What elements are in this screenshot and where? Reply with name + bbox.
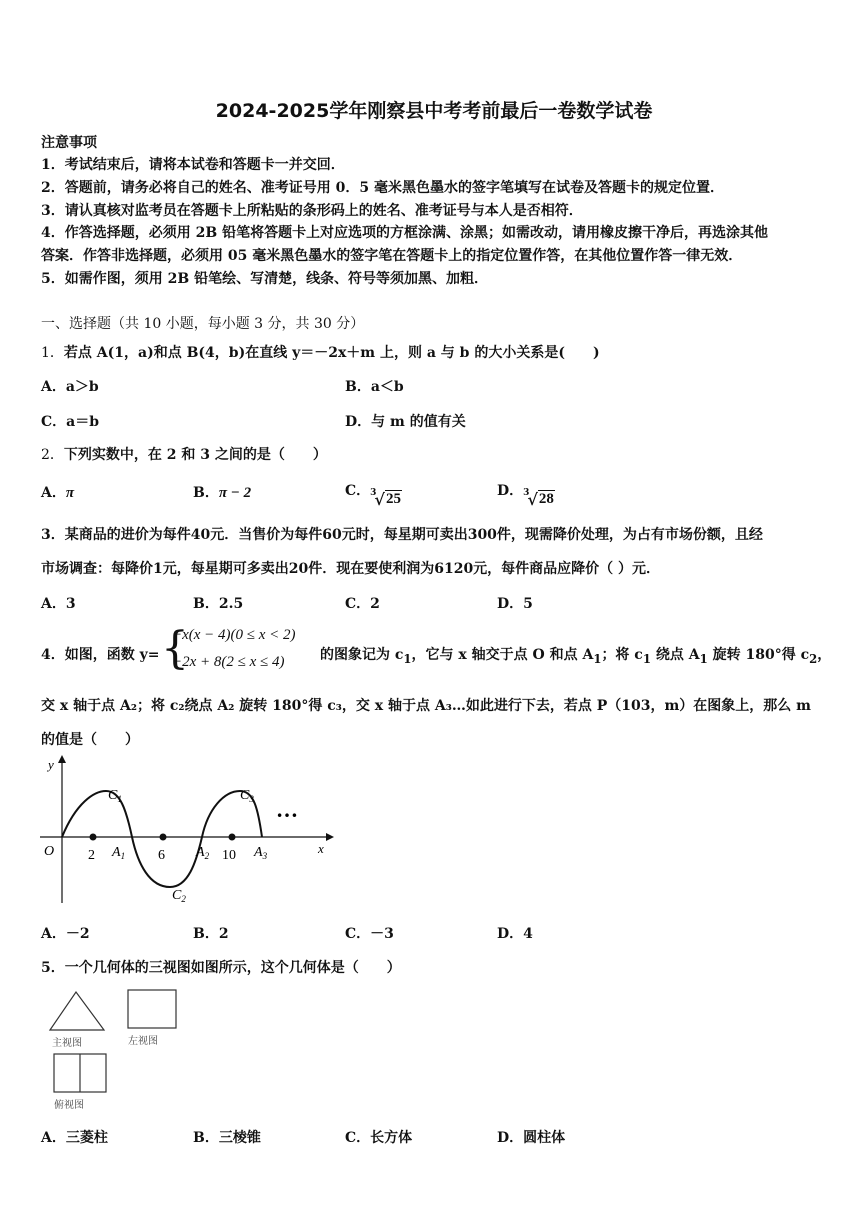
tick-label-6: 6	[158, 848, 165, 863]
q2-option-c-cube-root	[370, 490, 402, 509]
notice-heading: 注意事项	[41, 135, 97, 151]
radicand: 28	[538, 491, 554, 507]
q2-option-a[interactable]	[41, 482, 74, 502]
x-axis-label: x	[318, 841, 324, 856]
label-a2: $A_2$	[196, 845, 210, 861]
q3-option-a[interactable]: A．3	[41, 596, 76, 612]
function-graph	[36, 755, 336, 905]
label-c3: $C_3$	[240, 788, 254, 804]
q4-sub-d: 1	[699, 651, 708, 666]
q3-option-b[interactable]: B．2.5	[193, 596, 244, 612]
label-a1: $A_1$	[112, 845, 126, 861]
question-2	[41, 444, 327, 464]
y-axis-arrow-icon	[58, 755, 66, 763]
radicand: 25	[385, 491, 401, 507]
q2-option-c-label: C．	[345, 483, 371, 499]
q4-sub-c: 1	[642, 651, 651, 666]
front-view-label: 主视图	[52, 1038, 82, 1049]
q2-option-b[interactable]	[193, 482, 251, 502]
ellipsis-label: …	[276, 797, 298, 822]
radical-sign: √	[527, 490, 538, 509]
q5-option-a[interactable]: A．三菱柱	[41, 1130, 108, 1146]
notice-item-3: 3．请认真核对监考员在答题卡上所粘贴的条形码上的姓名、准考证号与本人是否相符．	[41, 203, 583, 219]
label-c1: $C_1$	[108, 788, 122, 804]
point-2	[90, 834, 97, 841]
question-4-lead: 4．如图，函数 y=	[41, 647, 160, 663]
q5-option-b[interactable]: B．三棱锥	[193, 1130, 261, 1146]
question-5: 5．一个几何体的三视图如图所示，这个几何体是（ ）	[41, 960, 401, 976]
notice-item-5: 5．如需作图，须用 2B 铅笔绘、写清楚，线条、符号等须加黑、加粗．	[41, 271, 489, 287]
q4-sub-a: 1	[403, 651, 412, 666]
top-view-label: 俯视图	[54, 1100, 84, 1111]
q4-option-a[interactable]: A．－2	[41, 926, 90, 942]
point-10	[229, 834, 236, 841]
question-2-number: 2．	[41, 447, 64, 463]
q4-option-b[interactable]: B．2	[193, 926, 229, 942]
notice-item-2: 2．答题前，请务必将自己的姓名、准考证号用 0．5 毫米黑色墨水的签字笔填写在试卷及答题卡的规定位置．	[41, 180, 724, 196]
notice-item-1: 1．考试结束后，请将本试卷和答题卡一并交回．	[41, 157, 345, 173]
q4-text-e: 旋转 180°得 c	[707, 647, 810, 663]
q4-text-f: ，	[817, 647, 832, 663]
left-view-rectangle	[128, 990, 176, 1028]
brace-icon: {	[161, 623, 189, 674]
radical-sign: √	[374, 490, 385, 509]
x-axis-arrow-icon	[326, 833, 334, 841]
q2-option-a-value: π	[65, 485, 75, 501]
q4-text-c: ；将 c	[601, 647, 643, 663]
q5-option-c[interactable]: C．长方体	[345, 1130, 413, 1146]
q2-option-b-label: B．	[193, 485, 219, 501]
question-2-text: 下列实数中，在 2 和 3 之间的是（ ）	[63, 447, 327, 463]
q1-option-b[interactable]: B．a＜b	[345, 379, 404, 395]
q4-text-d: 绕点 A	[650, 647, 700, 663]
notice-item-4: 4．作答选择题，必须用 2B 铅笔将答题卡上对应选项的方框涂满、涂黑；如需改动，请用橡皮擦干净后，再选涂其他	[41, 225, 769, 241]
question-4-line-3: 的值是（ ）	[41, 732, 139, 748]
q1-option-d[interactable]: D．与 m 的值有关	[345, 414, 466, 430]
point-6	[160, 834, 167, 841]
q2-option-a-label: A．	[41, 485, 66, 501]
q4-sub-e: 2	[809, 651, 818, 666]
piecewise-line-2: −2x + 8(2 ≤ x ≤ 4)	[172, 654, 285, 670]
q3-option-d[interactable]: D．5	[497, 596, 533, 612]
page-title: 2024-2025学年刚察县中考考前最后一卷数学试卷	[215, 100, 653, 122]
piecewise-line-1: −x(x − 4)(0 ≤ x < 2)	[172, 627, 296, 643]
q4-text-a: 的图象记为 c	[320, 647, 404, 663]
q1-option-c[interactable]: C．a＝b	[41, 414, 100, 430]
front-view-triangle	[50, 992, 104, 1030]
question-4-line-2: 交 x 轴于点 A₂；将 c₂绕点 A₂ 旋转 180°得 c₃，交 x 轴于点 A₃…如此进行下去，若点 P（103，m）在图象上，那么 m	[41, 698, 811, 714]
q3-option-c[interactable]: C．2	[345, 596, 380, 612]
notice-item-4-cont: 答案．作答非选择题，必须用 05 毫米黑色墨水的签字笔在答题卡上的指定位置作答，在其他位置作答一律无效．	[41, 248, 743, 264]
q4-option-c[interactable]: C．－3	[345, 926, 394, 942]
question-1	[41, 342, 600, 362]
three-view-figure	[44, 984, 194, 1116]
question-1-number: 1．	[41, 345, 64, 361]
question-3-line-2: 市场调查：每降价1元，每星期可多卖出20件．现在要使利润为6120元，每件商品应降价（ ）元．	[41, 561, 661, 577]
y-axis-label: y	[48, 757, 54, 772]
q2-option-d[interactable]	[497, 480, 555, 509]
question-3-line-1: 3．某商品的进价为每件40元．当售价为每件60元时，每星期可卖出300件，现需降价处理，为占有市场份额，且经	[41, 527, 763, 543]
root-index: 3	[370, 488, 377, 498]
tick-label-2: 2	[88, 848, 95, 863]
tick-label-10: 10	[222, 848, 236, 863]
q1-option-a[interactable]: A．a＞b	[41, 379, 99, 395]
label-c2: $C_2$	[172, 888, 186, 904]
q4-option-d[interactable]: D．4	[497, 926, 533, 942]
q2-option-d-cube-root	[523, 490, 555, 509]
section-heading: 一、选择题（共 10 小题，每小题 3 分，共 30 分）	[41, 316, 365, 332]
q4-sub-b: 1	[593, 651, 602, 666]
question-1-text: 若点 A(1，a)和点 B(4，b)在直线 y＝－2x＋m 上，则 a 与 b 的大小关系是( )	[63, 345, 600, 361]
origin-label: O	[44, 844, 55, 859]
q4-text-b: ，它与 x 轴交于点 O 和点 A	[411, 647, 594, 663]
label-a3: $A_3$	[254, 845, 268, 861]
question-4-line-1-tail	[320, 644, 831, 666]
q2-option-b-value: π − 2	[218, 485, 252, 501]
root-index: 3	[523, 488, 530, 498]
left-view-label: 左视图	[128, 1036, 158, 1047]
q5-option-d[interactable]: D．圆柱体	[497, 1130, 566, 1146]
q2-option-d-label: D．	[497, 483, 524, 499]
q2-option-c[interactable]	[345, 480, 402, 509]
